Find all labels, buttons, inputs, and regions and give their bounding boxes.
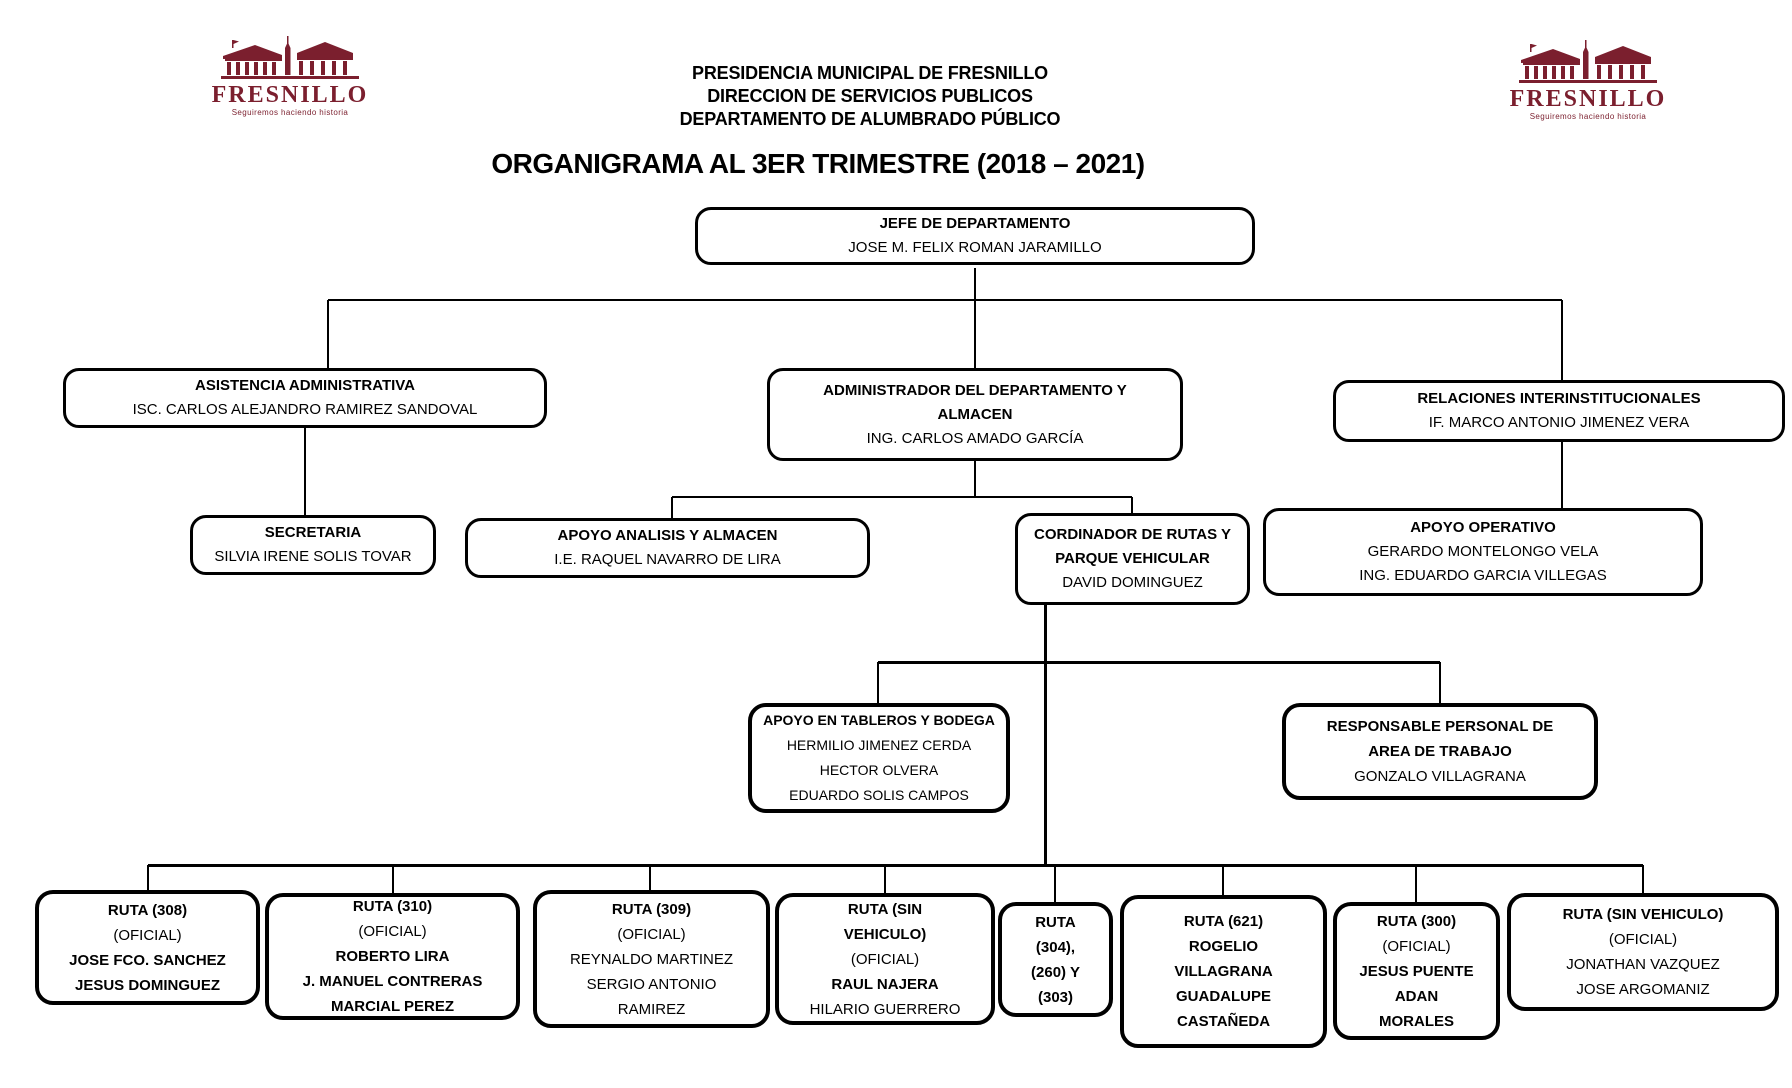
connector-line bbox=[877, 662, 879, 703]
box-title-line: MORALES bbox=[1379, 1012, 1454, 1030]
org-box-apoyo-tableros-bodega bbox=[748, 703, 1010, 813]
connector-line bbox=[672, 496, 1132, 498]
box-title-line: APOYO ANALISIS Y ALMACEN bbox=[557, 527, 778, 544]
box-title-line: RUTA bbox=[1035, 913, 1076, 931]
box-text-line: (OFICIAL) bbox=[358, 923, 427, 940]
fresnillo-wordmark: FRESNILLO bbox=[1509, 86, 1667, 112]
box-title-line: VEHICULO) bbox=[843, 925, 927, 943]
box-text-line: (OFICIAL) bbox=[1382, 937, 1451, 955]
connector-line bbox=[884, 865, 886, 893]
connector-line bbox=[328, 299, 1562, 301]
box-title-line: ROBERTO LIRA bbox=[335, 948, 450, 965]
box-text-line: EDUARDO SOLIS CAMPOS bbox=[789, 787, 969, 803]
connector-line bbox=[1222, 865, 1224, 895]
box-text-line: (OFICIAL) bbox=[850, 950, 920, 968]
box-text-line: (OFICIAL) bbox=[617, 925, 686, 943]
box-title-line: JEFE DE DEPARTAMENTO bbox=[879, 215, 1071, 232]
box-title-line: RELACIONES INTERINSTITUCIONALES bbox=[1417, 390, 1701, 407]
box-title-line: ASISTENCIA ADMINISTRATIVA bbox=[195, 377, 415, 394]
box-text-line: ING. CARLOS AMADO GARCÍA bbox=[866, 429, 1084, 447]
box-text-line: (OFICIAL) bbox=[1608, 931, 1678, 948]
connector-line bbox=[1054, 865, 1056, 902]
box-text-line: SILVIA IRENE SOLIS TOVAR bbox=[214, 548, 412, 565]
connector-line bbox=[1415, 865, 1417, 902]
org-box-cordinador-rutas-parque-vehicular bbox=[1015, 513, 1250, 605]
box-title-line: CORDINADOR DE RUTAS Y bbox=[1034, 526, 1231, 543]
fresnillo-building-icon bbox=[215, 36, 365, 82]
box-title-line: GUADALUPE bbox=[1175, 988, 1271, 1005]
connector-line bbox=[974, 461, 976, 497]
connector-line bbox=[1642, 865, 1644, 893]
box-title-line: RESPONSABLE PERSONAL DE bbox=[1326, 718, 1554, 735]
header-line-departamento: DEPARTAMENTO DE ALUMBRADO PÚBLICO bbox=[679, 109, 1061, 129]
fresnillo-logo-right bbox=[1498, 40, 1678, 122]
box-text-line: JOSE M. FELIX ROMAN JARAMILLO bbox=[848, 239, 1102, 256]
fresnillo-wordmark: FRESNILLO bbox=[211, 82, 369, 108]
box-text-line: ISC. CARLOS ALEJANDRO RAMIREZ SANDOVAL bbox=[132, 401, 478, 418]
box-title-line: MARCIAL PEREZ bbox=[330, 998, 455, 1015]
org-box-secretaria bbox=[190, 515, 436, 575]
box-title-line: RUTA (SIN VEHICULO) bbox=[1562, 906, 1724, 923]
connector-line bbox=[148, 864, 1643, 867]
connector-line bbox=[1561, 442, 1563, 508]
org-box-administrador-departamento-almacen bbox=[767, 368, 1183, 461]
org-box-ruta-sin-vehiculo-1 bbox=[775, 893, 995, 1025]
box-text-line: ING. EDUARDO GARCIA VILLEGAS bbox=[1359, 567, 1607, 584]
box-text-line: GERARDO MONTELONGO VELA bbox=[1367, 543, 1599, 560]
connector-line bbox=[304, 428, 306, 515]
fresnillo-tagline: Seguiremos haciendo historia bbox=[1529, 112, 1647, 121]
box-title-line: ADAN bbox=[1394, 987, 1439, 1005]
org-box-ruta-sin-vehiculo-2 bbox=[1507, 893, 1779, 1011]
box-title-line: JESUS DOMINGUEZ bbox=[74, 976, 221, 994]
fresnillo-logo-left bbox=[200, 36, 380, 118]
connector-line bbox=[392, 865, 394, 893]
box-title-line: RUTA (309) bbox=[611, 900, 692, 918]
connector-line bbox=[974, 268, 976, 300]
connector-line bbox=[1131, 497, 1133, 513]
org-box-jefe-de-departamento bbox=[695, 207, 1255, 265]
fresnillo-building-icon bbox=[1513, 40, 1663, 86]
box-title-line: ROGELIO bbox=[1188, 938, 1259, 955]
org-box-ruta-621 bbox=[1120, 895, 1327, 1048]
box-text-line: DAVID DOMINGUEZ bbox=[1062, 574, 1203, 591]
connector-line bbox=[1044, 605, 1047, 865]
box-text-line: JOSE ARGOMANIZ bbox=[1576, 981, 1710, 998]
box-text-line: JONATHAN VAZQUEZ bbox=[1566, 956, 1720, 973]
org-box-ruta-310 bbox=[265, 893, 520, 1020]
box-title-line: (303) bbox=[1037, 988, 1074, 1006]
connector-line bbox=[1561, 300, 1563, 380]
box-title-line: APOYO EN TABLEROS Y BODEGA bbox=[763, 712, 995, 728]
box-title-line: JOSE FCO. SANCHEZ bbox=[69, 951, 226, 969]
box-text-line: HERMILIO JIMENEZ CERDA bbox=[786, 737, 972, 753]
box-title-line: (304), bbox=[1035, 938, 1076, 956]
box-title-line: RUTA (300) bbox=[1376, 912, 1457, 930]
box-text-line: REYNALDO MARTINEZ bbox=[569, 950, 734, 968]
page-title: ORGANIGRAMA AL 3ER TRIMESTRE (2018 – 2021) bbox=[491, 148, 1145, 179]
header-line-direccion: DIRECCION DE SERVICIOS PUBLICOS bbox=[707, 86, 1033, 106]
box-title-line: JESUS PUENTE bbox=[1359, 962, 1474, 980]
org-box-asistencia-administrativa bbox=[63, 368, 547, 428]
org-box-ruta-304-260-303 bbox=[998, 902, 1113, 1017]
box-title-line: PARQUE VEHICULAR bbox=[1055, 550, 1210, 567]
connector-line bbox=[327, 300, 329, 368]
box-title-line: SECRETARIA bbox=[264, 524, 362, 541]
box-text-line: HILARIO GUERRERO bbox=[809, 1000, 961, 1018]
fresnillo-tagline: Seguiremos haciendo historia bbox=[231, 108, 349, 117]
connector-line bbox=[1439, 662, 1441, 703]
org-box-ruta-300 bbox=[1333, 902, 1500, 1040]
connector-line bbox=[974, 300, 976, 368]
box-text-line: HECTOR OLVERA bbox=[819, 762, 939, 778]
box-title-line: AREA DE TRABAJO bbox=[1368, 743, 1512, 760]
box-text-line: GONZALO VILLAGRANA bbox=[1354, 768, 1526, 785]
box-title-line: CASTAÑEDA bbox=[1176, 1013, 1271, 1030]
box-title-line: APOYO OPERATIVO bbox=[1410, 519, 1556, 536]
box-text-line: RAMIREZ bbox=[617, 1000, 686, 1018]
box-text-line: IF. MARCO ANTONIO JIMENEZ VERA bbox=[1428, 414, 1690, 431]
org-header bbox=[520, 62, 1220, 131]
connector-line bbox=[147, 865, 149, 890]
box-title-line: RAUL NAJERA bbox=[831, 975, 939, 993]
box-title-line: ADMINISTRADOR DEL DEPARTAMENTO Y bbox=[823, 381, 1127, 399]
header-line-presidencia: PRESIDENCIA MUNICIPAL DE FRESNILLO bbox=[692, 63, 1048, 83]
box-text-line: I.E. RAQUEL NAVARRO DE LIRA bbox=[554, 551, 781, 568]
org-box-relaciones-interinstitucionales bbox=[1333, 380, 1785, 442]
connector-line bbox=[671, 497, 673, 518]
box-text-line: (OFICIAL) bbox=[113, 926, 182, 944]
org-box-ruta-308 bbox=[35, 890, 260, 1005]
box-title-line: (260) Y bbox=[1031, 963, 1080, 981]
box-title-line: ALMACEN bbox=[937, 405, 1013, 423]
box-title-line: RUTA (621) bbox=[1183, 913, 1264, 930]
connector-line bbox=[649, 865, 651, 890]
box-title-line: J. MANUEL CONTRERAS bbox=[302, 973, 483, 990]
box-text-line: SERGIO ANTONIO bbox=[586, 975, 717, 993]
org-box-apoyo-operativo bbox=[1263, 508, 1703, 596]
box-title-line: RUTA (SIN bbox=[847, 900, 923, 918]
org-box-responsable-personal-area-trabajo bbox=[1282, 703, 1598, 800]
box-title-line: RUTA (308) bbox=[107, 901, 188, 919]
box-title-line: RUTA (310) bbox=[352, 898, 433, 915]
connector-line bbox=[878, 661, 1440, 664]
box-title-line: VILLAGRANA bbox=[1174, 963, 1273, 980]
org-box-ruta-309 bbox=[533, 890, 770, 1028]
org-box-apoyo-analisis-almacen bbox=[465, 518, 870, 578]
